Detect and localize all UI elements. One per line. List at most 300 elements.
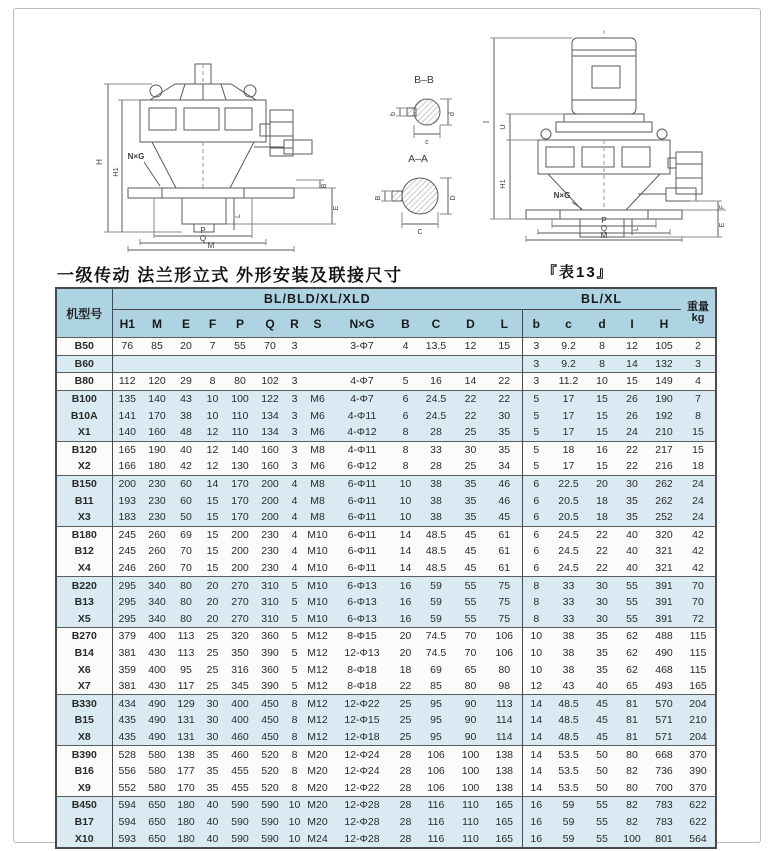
table-cell: 22 xyxy=(393,678,418,695)
table-cell: 17 xyxy=(550,458,587,475)
table-cell: 45 xyxy=(487,509,522,526)
table-cell: 20 xyxy=(393,628,418,645)
table-cell: 135 xyxy=(112,390,142,407)
table-row xyxy=(56,424,716,441)
table-cell: 381 xyxy=(112,678,142,695)
table-cell: 30 xyxy=(587,611,617,628)
table-cell: 35 xyxy=(487,424,522,441)
table-cell: 590 xyxy=(255,814,285,831)
table-cell: 490 xyxy=(142,695,172,712)
model-cell: B180 xyxy=(56,526,112,543)
table-cell: M6 xyxy=(304,424,331,441)
section-aa-view xyxy=(366,150,468,236)
table-cell: 170 xyxy=(172,779,200,796)
table-cell: 15 xyxy=(200,526,225,543)
table-cell: 75 xyxy=(487,594,522,611)
table-cell: 110 xyxy=(454,797,487,814)
model-cell: X2 xyxy=(56,458,112,475)
table-cell: M6 xyxy=(304,390,331,407)
model-cell: B16 xyxy=(56,763,112,780)
table-cell: 190 xyxy=(647,390,681,407)
table-cell: 590 xyxy=(225,797,255,814)
table-cell: 61 xyxy=(487,560,522,577)
dim-label-P: P xyxy=(601,216,607,225)
column-header: I xyxy=(617,310,647,338)
table-cell: 82 xyxy=(617,814,647,831)
table-cell: M24 xyxy=(304,830,331,848)
table-cell: 783 xyxy=(647,814,681,831)
table-cell xyxy=(285,355,304,373)
table-cell: 138 xyxy=(172,746,200,763)
table-cell: 42 xyxy=(681,543,716,560)
table-cell: 170 xyxy=(225,475,255,492)
table-cell: 16 xyxy=(418,373,454,391)
model-cell: B450 xyxy=(56,797,112,814)
table-cell: 25 xyxy=(454,458,487,475)
table-cell: 160 xyxy=(255,441,285,458)
table-cell: 122 xyxy=(255,390,285,407)
model-cell: B100 xyxy=(56,390,112,407)
table-cell: 340 xyxy=(142,577,172,594)
table-cell: 14 xyxy=(522,779,550,796)
table-cell: 200 xyxy=(225,526,255,543)
table-cell: 70 xyxy=(255,338,285,356)
table-cell: M20 xyxy=(304,746,331,763)
table-cell: 8 xyxy=(393,458,418,475)
table-cell: 18 xyxy=(550,441,587,458)
table-cell: 4-Φ11 xyxy=(331,407,393,424)
table-cell: 340 xyxy=(142,611,172,628)
table-cell: 321 xyxy=(647,543,681,560)
table-cell: 320 xyxy=(647,526,681,543)
table-row xyxy=(56,390,716,407)
table-cell: 12-Φ28 xyxy=(331,814,393,831)
table-cell: 95 xyxy=(418,712,454,729)
table-cell: 55 xyxy=(587,830,617,848)
table-cell: 20 xyxy=(587,475,617,492)
table-cell: 16 xyxy=(522,814,550,831)
table-cell: 528 xyxy=(112,746,142,763)
table-cell: 55 xyxy=(617,577,647,594)
table-cell: 70 xyxy=(681,577,716,594)
table-cell: 6-Φ11 xyxy=(331,475,393,492)
table-cell: 200 xyxy=(255,509,285,526)
table-cell: 30 xyxy=(454,441,487,458)
table-cell: 490 xyxy=(142,729,172,746)
table-cell: 48.5 xyxy=(550,695,587,712)
table-cell: 106 xyxy=(418,746,454,763)
table-cell: 120 xyxy=(142,373,172,391)
table-cell: 55 xyxy=(454,577,487,594)
table-cell: 7 xyxy=(681,390,716,407)
table-row xyxy=(56,695,716,712)
table-cell xyxy=(454,355,487,373)
table-cell: M12 xyxy=(304,695,331,712)
table-cell: 30 xyxy=(587,577,617,594)
table-cell: 17 xyxy=(550,390,587,407)
table-cell: 3 xyxy=(285,373,304,391)
table-cell: 490 xyxy=(647,645,681,662)
table-cell: 177 xyxy=(172,763,200,780)
dim-label-F: F xyxy=(719,204,726,210)
table-cell: 43 xyxy=(172,390,200,407)
table-cell: 245 xyxy=(112,543,142,560)
table-cell: 3 xyxy=(285,390,304,407)
table-cell: 210 xyxy=(681,712,716,729)
dim-label-shaft-B: B xyxy=(375,195,382,201)
table-cell: 12 xyxy=(522,678,550,695)
table-cell: 165 xyxy=(681,678,716,695)
table-cell: 10 xyxy=(285,797,304,814)
table-cell: 100 xyxy=(454,746,487,763)
table-cell: M20 xyxy=(304,779,331,796)
section-bb-label: B–B xyxy=(414,74,434,86)
table-cell: 59 xyxy=(550,830,587,848)
table-cell: 359 xyxy=(112,661,142,678)
table-cell: 22 xyxy=(454,390,487,407)
table-cell: 129 xyxy=(172,695,200,712)
table-cell: 42 xyxy=(681,560,716,577)
table-cell: 390 xyxy=(255,645,285,662)
table-cell: 391 xyxy=(647,594,681,611)
column-header: N×G xyxy=(331,310,393,338)
drawing-section-bb xyxy=(376,72,468,152)
table-cell: 16 xyxy=(393,577,418,594)
table-cell: 10 xyxy=(285,814,304,831)
table-body xyxy=(56,338,716,848)
column-header: Q xyxy=(255,310,285,338)
table-cell: 435 xyxy=(112,729,142,746)
table-cell: 100 xyxy=(454,779,487,796)
table-cell: 70 xyxy=(172,543,200,560)
table-cell: 80 xyxy=(487,661,522,678)
dim-label-L: L xyxy=(633,227,640,231)
header-group-left: BL/BLD/XL/XLD xyxy=(112,288,522,310)
table-row xyxy=(56,729,716,746)
table-cell: 75 xyxy=(487,577,522,594)
table-cell: 460 xyxy=(225,746,255,763)
table-cell: 50 xyxy=(587,779,617,796)
table-cell: 76 xyxy=(112,338,142,356)
table-cell: 580 xyxy=(142,763,172,780)
table-cell: 141 xyxy=(112,407,142,424)
table-cell: 106 xyxy=(487,628,522,645)
table-cell: 210 xyxy=(647,424,681,441)
table-cell: 6 xyxy=(522,526,550,543)
table-cell: 3 xyxy=(681,355,716,373)
table-cell: 316 xyxy=(225,661,255,678)
table-cell: 5 xyxy=(393,373,418,391)
dim-label-c: c xyxy=(425,139,429,146)
table-cell: 16 xyxy=(522,797,550,814)
table-row xyxy=(56,779,716,796)
table-cell: 17 xyxy=(550,407,587,424)
table-cell: 80 xyxy=(172,594,200,611)
table-cell: 25 xyxy=(454,424,487,441)
table-cell: 16 xyxy=(393,611,418,628)
table-cell: 450 xyxy=(255,695,285,712)
table-cell: 10 xyxy=(393,492,418,509)
table-cell: 20 xyxy=(200,611,225,628)
table-cell: 38 xyxy=(418,509,454,526)
table-cell: 106 xyxy=(487,645,522,662)
table-cell: 570 xyxy=(647,695,681,712)
column-header: L xyxy=(487,310,522,338)
table-cell: 204 xyxy=(681,729,716,746)
column-header: R xyxy=(285,310,304,338)
table-cell: M20 xyxy=(304,797,331,814)
table-cell: 55 xyxy=(454,611,487,628)
model-cell: X3 xyxy=(56,509,112,526)
table-cell: 34 xyxy=(487,458,522,475)
table-row xyxy=(56,560,716,577)
table-cell: 115 xyxy=(681,645,716,662)
table-cell: M12 xyxy=(304,628,331,645)
table-cell: 571 xyxy=(647,712,681,729)
table-cell xyxy=(304,338,331,356)
table-cell: 12-Φ24 xyxy=(331,763,393,780)
table-cell: 81 xyxy=(617,712,647,729)
table-cell: 340 xyxy=(142,594,172,611)
table-cell: 40 xyxy=(200,830,225,848)
table-cell: 50 xyxy=(587,763,617,780)
table-cell: 35 xyxy=(454,509,487,526)
section-bb-view xyxy=(376,72,468,152)
table-cell: M20 xyxy=(304,814,331,831)
table-cell: 5 xyxy=(285,628,304,645)
table-row xyxy=(56,645,716,662)
drawing-reducer-front xyxy=(92,40,344,252)
table-cell: 8 xyxy=(393,441,418,458)
table-cell: 260 xyxy=(142,526,172,543)
table-cell: 6 xyxy=(522,543,550,560)
table-cell: 70 xyxy=(454,628,487,645)
table-cell: 5 xyxy=(522,407,550,424)
table-cell: 217 xyxy=(647,441,681,458)
dim-label-NxG: N×G xyxy=(553,191,571,200)
table-cell: 4-Φ11 xyxy=(331,441,393,458)
table-cell: 15 xyxy=(587,407,617,424)
table-cell: 12-Φ18 xyxy=(331,729,393,746)
table-cell: 450 xyxy=(255,712,285,729)
table-cell: 14 xyxy=(393,560,418,577)
table-cell: 310 xyxy=(255,594,285,611)
table-cell: 3 xyxy=(285,424,304,441)
table-cell: 10 xyxy=(393,509,418,526)
table-cell: 391 xyxy=(647,577,681,594)
table-cell: 29 xyxy=(172,373,200,391)
table-cell: 112 xyxy=(112,373,142,391)
table-cell: 10 xyxy=(587,373,617,391)
table-cell: 5 xyxy=(285,661,304,678)
table-cell: 40 xyxy=(617,526,647,543)
table-cell: 230 xyxy=(255,543,285,560)
table-cell: 80 xyxy=(617,746,647,763)
table-cell: 18 xyxy=(587,492,617,509)
table-cell: 455 xyxy=(225,779,255,796)
table-cell: 22 xyxy=(454,407,487,424)
table-cell: 28 xyxy=(393,763,418,780)
table-cell: 12 xyxy=(617,338,647,356)
table-cell: 3-Φ7 xyxy=(331,338,393,356)
table-cell: 28 xyxy=(393,830,418,848)
table-cell: 370 xyxy=(681,779,716,796)
table-cell: 24 xyxy=(617,424,647,441)
dim-label-E: E xyxy=(333,205,340,211)
table-cell: 100 xyxy=(225,390,255,407)
page-title: 一级传动 法兰形立式 外形安装及联接尺寸 xyxy=(57,266,403,285)
table-cell: 564 xyxy=(681,830,716,848)
table-cell: 116 xyxy=(418,830,454,848)
table-cell: 455 xyxy=(225,763,255,780)
table-cell: 192 xyxy=(647,407,681,424)
model-cell: B220 xyxy=(56,577,112,594)
table-cell: 801 xyxy=(647,830,681,848)
table-cell: 22 xyxy=(587,543,617,560)
table-cell: 15 xyxy=(587,424,617,441)
table-row xyxy=(56,407,716,424)
table-cell: 320 xyxy=(225,628,255,645)
table-cell: M12 xyxy=(304,645,331,662)
table-cell: 13.5 xyxy=(418,338,454,356)
table-cell: 700 xyxy=(647,779,681,796)
table-row xyxy=(56,526,716,543)
table-cell: 400 xyxy=(225,712,255,729)
table-cell: 18 xyxy=(681,458,716,475)
dim-label-E: E xyxy=(719,222,726,228)
column-header: c xyxy=(550,310,587,338)
table-cell: 8-Φ15 xyxy=(331,628,393,645)
table-cell: 22 xyxy=(587,560,617,577)
table-cell: 18 xyxy=(587,509,617,526)
table-cell: 12-Φ24 xyxy=(331,746,393,763)
table-cell: 60 xyxy=(172,492,200,509)
table-cell: 9.2 xyxy=(550,355,587,373)
table-cell: 6 xyxy=(522,492,550,509)
table-cell: 493 xyxy=(647,678,681,695)
table-cell: 45 xyxy=(454,560,487,577)
table-cell: 321 xyxy=(647,560,681,577)
table-cell: M10 xyxy=(304,577,331,594)
column-header: b xyxy=(522,310,550,338)
model-cell: B17 xyxy=(56,814,112,831)
table-cell: 132 xyxy=(647,355,681,373)
column-header: C xyxy=(418,310,454,338)
column-header: D xyxy=(454,310,487,338)
table-cell: 400 xyxy=(142,661,172,678)
table-cell: 45 xyxy=(454,543,487,560)
table-cell: 25 xyxy=(200,678,225,695)
table-cell: 622 xyxy=(681,814,716,831)
table-cell: 590 xyxy=(255,797,285,814)
table-cell: 183 xyxy=(112,509,142,526)
table-cell: 48.5 xyxy=(418,526,454,543)
dim-label-H1: H1 xyxy=(498,179,507,189)
table-cell: 48.5 xyxy=(550,712,587,729)
table-cell: 520 xyxy=(255,763,285,780)
table-cell: 180 xyxy=(172,814,200,831)
table-cell: 3 xyxy=(285,458,304,475)
table-cell: 4 xyxy=(393,338,418,356)
table-cell: M8 xyxy=(304,475,331,492)
model-cell: X10 xyxy=(56,830,112,848)
table-cell: 74.5 xyxy=(418,628,454,645)
table-cell: 130 xyxy=(225,458,255,475)
table-cell: 80 xyxy=(172,611,200,628)
dim-label-U: U xyxy=(498,124,507,130)
model-cell: X8 xyxy=(56,729,112,746)
table-cell: 193 xyxy=(112,492,142,509)
table-cell: 70 xyxy=(454,645,487,662)
table-cell: 80 xyxy=(454,678,487,695)
table-cell: 12 xyxy=(200,458,225,475)
table-cell: 12-Φ22 xyxy=(331,779,393,796)
table-cell: 15 xyxy=(200,509,225,526)
column-header: H xyxy=(647,310,681,338)
table-cell: 138 xyxy=(487,763,522,780)
table-cell: 70 xyxy=(172,560,200,577)
dim-label-shaft-D: D xyxy=(450,195,457,201)
table-cell: 10 xyxy=(522,628,550,645)
table-cell: 113 xyxy=(172,628,200,645)
table-cell: 100 xyxy=(617,830,647,848)
table-cell: M6 xyxy=(304,407,331,424)
table-cell: 116 xyxy=(418,797,454,814)
table-cell: 28 xyxy=(393,779,418,796)
table-cell: 25 xyxy=(200,645,225,662)
table-cell: 4-Φ12 xyxy=(331,424,393,441)
table-row xyxy=(56,763,716,780)
table-cell: 24.5 xyxy=(418,390,454,407)
table-cell: 20 xyxy=(200,577,225,594)
model-cell: X1 xyxy=(56,424,112,441)
table-cell: M6 xyxy=(304,458,331,475)
table-cell: 2 xyxy=(681,338,716,356)
table-cell: 98 xyxy=(487,678,522,695)
table-cell xyxy=(304,373,331,391)
table-cell: 400 xyxy=(225,695,255,712)
table-cell: 12-Φ13 xyxy=(331,645,393,662)
table-cell: 295 xyxy=(112,577,142,594)
table-cell: 8 xyxy=(285,729,304,746)
table-cell: 50 xyxy=(172,509,200,526)
table-cell: 90 xyxy=(454,712,487,729)
table-cell: 8 xyxy=(285,695,304,712)
table-cell: 5 xyxy=(285,645,304,662)
table-cell: 16 xyxy=(393,594,418,611)
column-header: d xyxy=(587,310,617,338)
table-cell: 26 xyxy=(617,390,647,407)
header-model-col: 机型号 xyxy=(56,288,112,338)
reducer-motor-view xyxy=(480,26,742,246)
table-cell: 166 xyxy=(112,458,142,475)
table-cell: 90 xyxy=(454,695,487,712)
table-cell: 8 xyxy=(522,611,550,628)
table-cell: 668 xyxy=(647,746,681,763)
table-cell: 580 xyxy=(142,779,172,796)
table-cell: 14 xyxy=(454,373,487,391)
table-cell: 60 xyxy=(172,475,200,492)
dimension-table xyxy=(55,287,717,849)
table-cell: 116 xyxy=(418,814,454,831)
table-cell: 12-Φ15 xyxy=(331,712,393,729)
table-cell: 15 xyxy=(487,338,522,356)
table-cell: 3 xyxy=(522,373,550,391)
table-cell: 8 xyxy=(522,594,550,611)
table-cell: 61 xyxy=(487,526,522,543)
table-cell: 28 xyxy=(393,814,418,831)
table-cell: 230 xyxy=(255,526,285,543)
